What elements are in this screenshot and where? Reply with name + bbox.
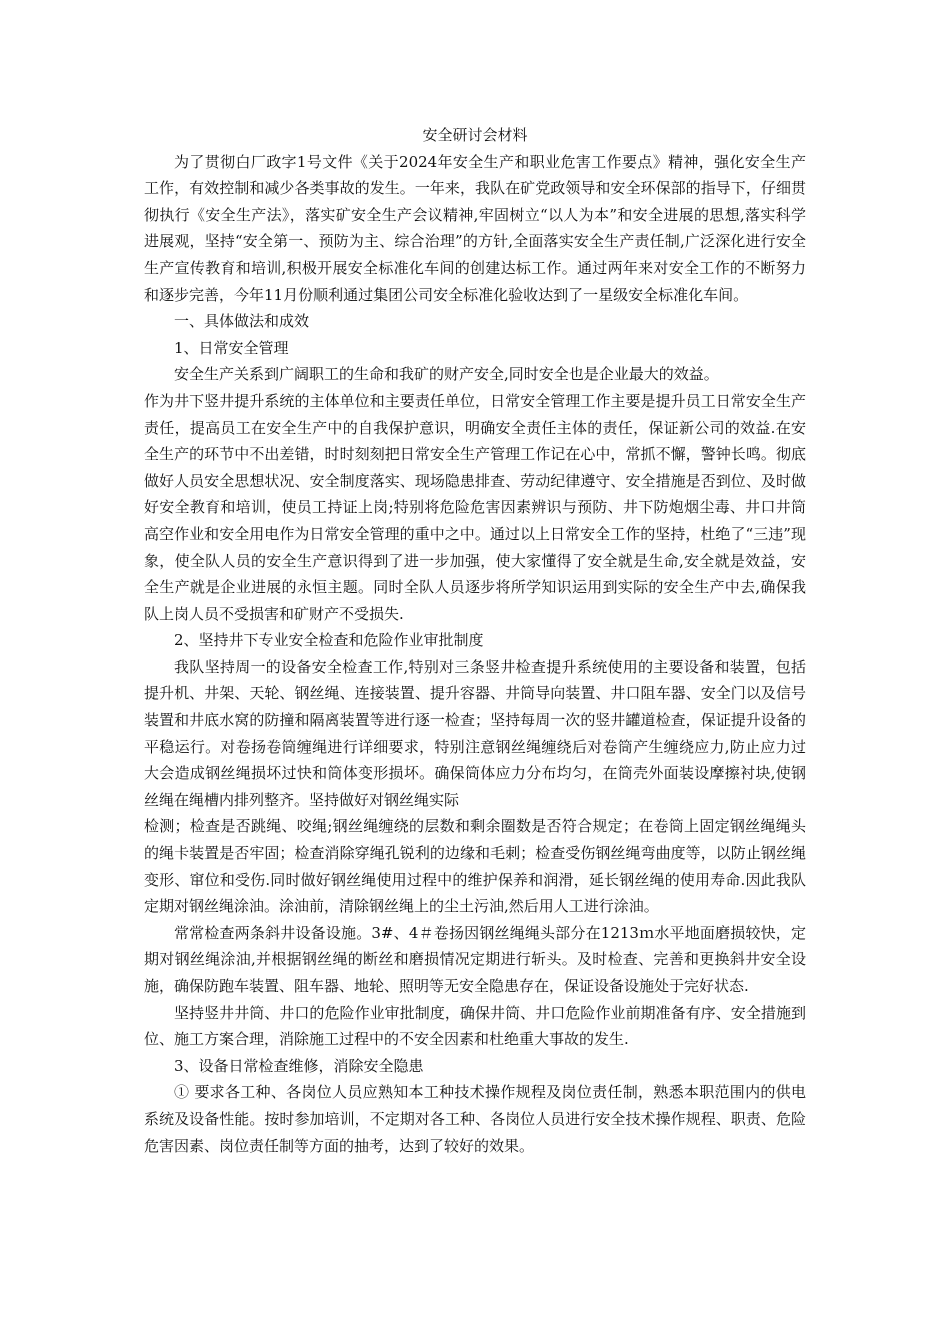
paragraph-wire-rope-checks: 检测；检查是否跳绳、咬绳;钢丝绳缠绕的层数和剩余圈数是否符合规定；在卷筒上固定钢丝绳绳头的绳卡装置是否牢固；检查消除穿绳孔锐利的边缘和毛刺；检查受伤钢丝绳弯曲度等，以防止钢丝绳变形、窜位和受伤.同时做好钢丝绳使用过程中的维护保养和润滑，延长钢丝绳的使用寿命.因此我队定期对钢丝绳涂油。涂油前，清除钢丝绳上的尘土污油,然后用人工进行涂油。	[144, 817, 806, 916]
paragraph-safety-relation: 安全生产关系到广阔职工的生命和我矿的财产安全,同时安全也是企业最大的效益。	[174, 365, 719, 384]
paragraph-inclined-shaft: 常常检查两条斜井设备设施。3#、4＃卷扬因钢丝绳绳头部分在1213ｍ水平地面磨损较快，定期对钢丝绳涂油,并根据钢丝绳的断丝和磨损情况定期进行斩头。及时检查、完善和更换斜井安全设施，确保防跑车装置、阻车器、地轮、照明等无安全隐患存在，保证设备设施处于完好状态.	[144, 923, 806, 995]
section-heading-1: 一、具体做法和成效	[174, 312, 310, 331]
subsection-heading-2: 2、坚持井下专业安全检查和危险作业审批制度	[174, 631, 484, 650]
subsection-heading-1: 1、日常安全管理	[174, 338, 289, 357]
subsection-heading-3: 3、设备日常检查维修，消除安全隐患	[174, 1056, 424, 1075]
paragraph-equipment-inspection: 我队坚持周一的设备安全检查工作,特别对三条竖井检查提升系统使用的主要设备和装置，包括提升机、井架、天轮、钢丝绳、连接装置、提升容器、井筒导向装置、井口阻车器、安全门以及信号装置和井底水窝的防撞和隔离装置等进行逐一检查；坚持每周一次的竖井罐道检查，保证提升设备的平稳运行。对卷扬卷筒缠绳进行详细要求，特别注意钢丝绳缠绕后对卷筒产生缠绕应力,防止应力过大会造成钢丝绳损坏过快和筒体变形损坏。确保筒体应力分布均匀，在筒壳外面装设摩擦衬块,使钢丝绳在绳槽内排列整齐。坚持做好对钢丝绳实际	[144, 657, 806, 809]
paragraph-training-requirements: ① 要求各工种、各岗位人员应熟知本工种技术操作规程及岗位责任制，熟悉本职范围内的供电系统及设备性能。按时参加培训，不定期对各工种、各岗位人员进行安全技术操作规程、职责、危险危害因素、岗位责任制等方面的抽考，达到了较好的效果。	[144, 1083, 806, 1155]
paragraph-daily-management: 作为井下竖井提升系统的主体单位和主要责任单位，日常安全管理工作主要是提升员工日常安全生产责任，提高员工在安全生产中的自我保护意识，明确安全责任主体的责任，保证新公司的效益.在安全生产的环节中不出差错，时时刻刻把日常安全生产管理工作记在心中，常抓不懈，警钟长鸣。彻底做好人员安全思想状况、安全制度落实、现场隐患排查、劳动纪律遵守、安全措施是否到位、及时做好安全教育和培训，使员工持证上岗;特别将危险危害因素辨识与预防、井下防炮烟尘毒、井口井筒高空作业和安全用电作为日常安全管理的重中之中。通过以上日常安全工作的坚持，杜绝了“三违”现象，使全队人员的安全生产意识得到了进一步加强，使大家懂得了安全就是生命,安全就是效益，安全生产就是企业进展的永恒主题。同时全队人员逐步将所学知识运用到实际的安全生产中去,确保我队上岗人员不受损害和矿财产不受损失.	[144, 391, 806, 623]
document-title: 安全研讨会材料	[422, 126, 528, 144]
paragraph-hazard-approval: 坚持竖井井筒、井口的危险作业审批制度，确保井筒、井口危险作业前期准备有序、安全措施到位、施工方案合理，消除施工过程中的不安全因素和杜绝重大事故的发生.	[144, 1003, 806, 1049]
paragraph-intro: 为了贯彻白厂政字1号文件《关于2024年安全生产和职业危害工作要点》精神，强化安全生产工作，有效控制和减少各类事故的发生。一年来，我队在矿党政领导和安全环保部的指导下，仔细贯彻执行《安全生产法》，落实矿安全生产会议精神,牢固树立“以人为本”和安全进展的思想,落实科学进展观，坚持“安全第一、预防为主、综合治理”的方针,全面落实安全生产责任制,广泛深化进行安全生产宣传教育和培训,积极开展安全标准化车间的创建达标工作。通过两年来对安全工作的不断努力和逐步完善，今年11月份顺利通过集团公司安全标准化验收达到了一星级安全标准化车间。	[144, 152, 806, 304]
document-page	[144, 122, 806, 1159]
